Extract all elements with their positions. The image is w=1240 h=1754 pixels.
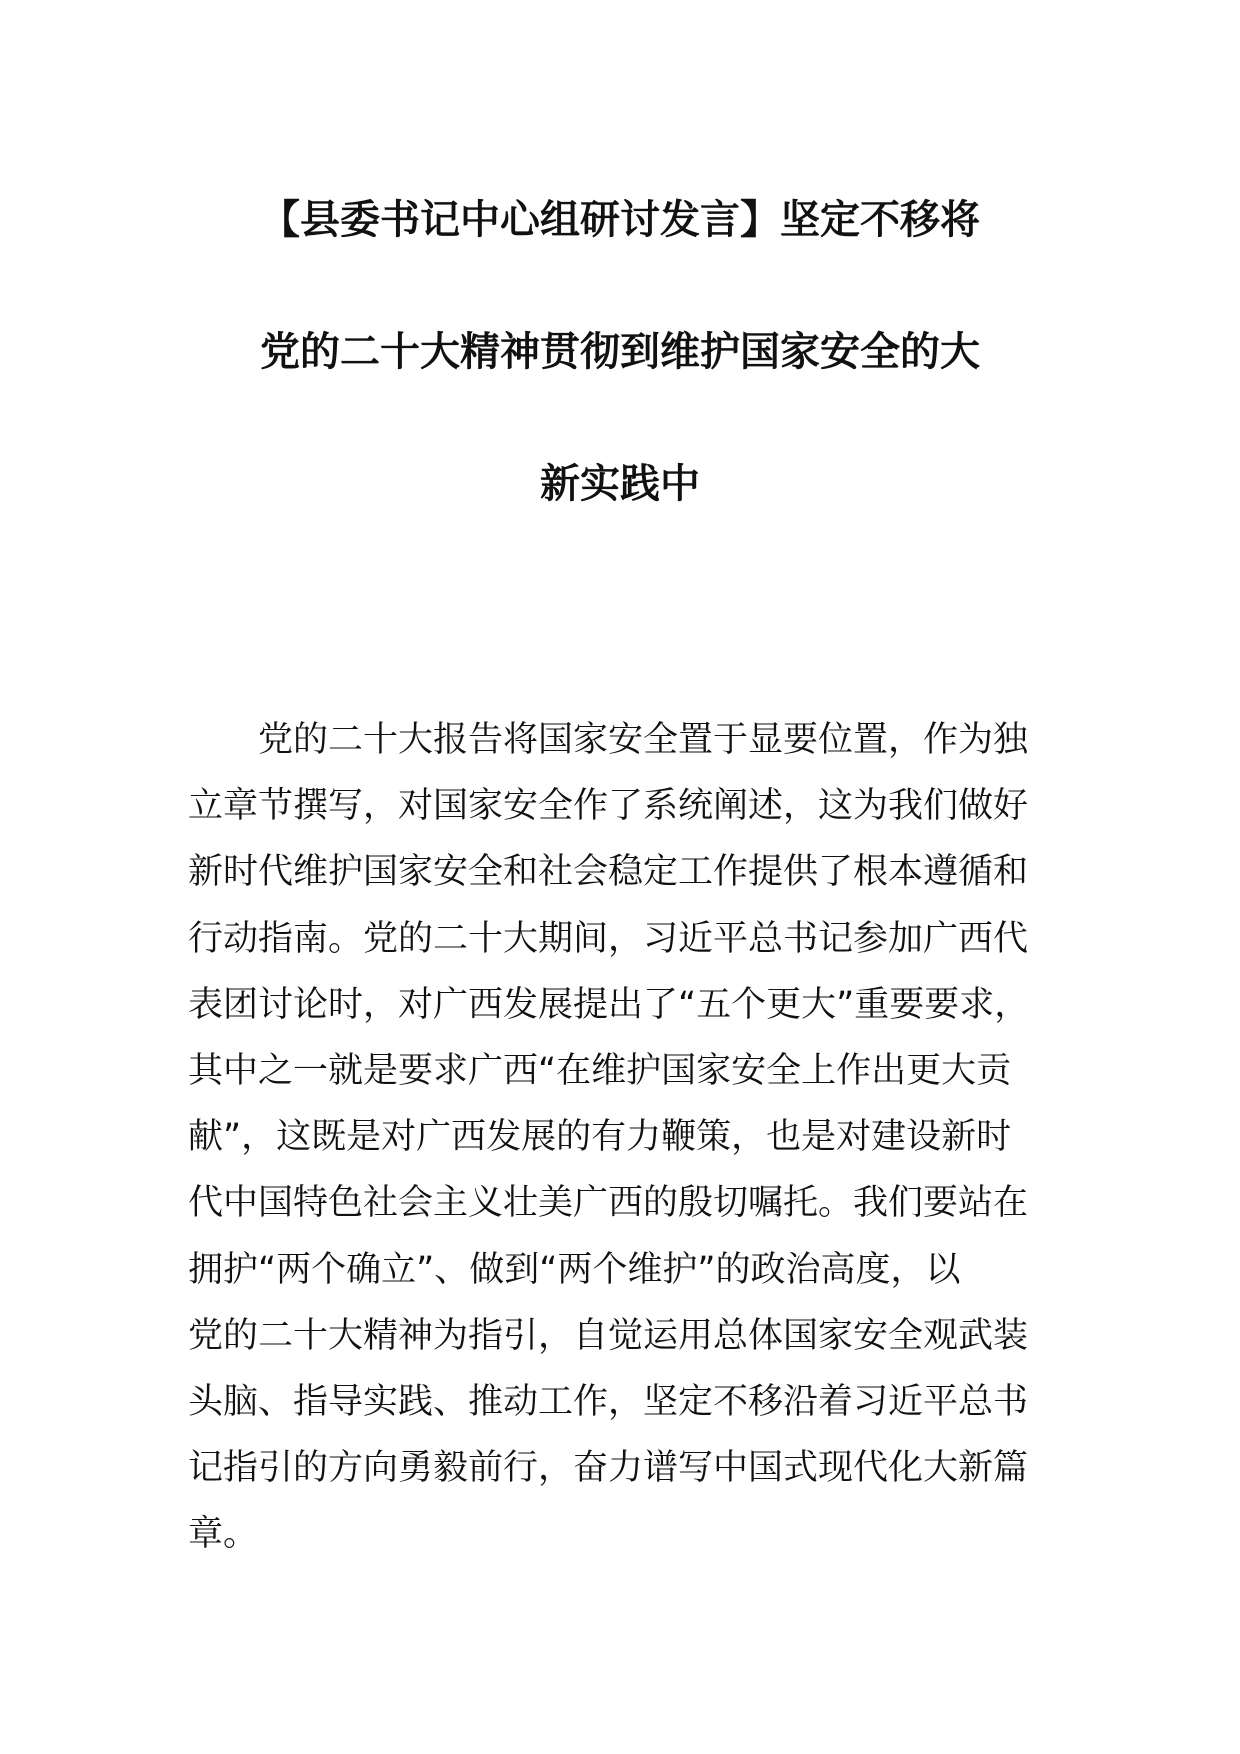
title-line-3: 新实践中 — [540, 461, 700, 507]
paragraph-line: 行动指南。党的二十大期间，习近平总书记参加广西代 — [188, 918, 1029, 959]
body-paragraph — [188, 707, 1068, 1567]
paragraph-line: 党的二十大精神为指引，自觉运用总体国家安全观武装 — [188, 1315, 1029, 1356]
paragraph-line: 代中国特色社会主义壮美广西的殷切嘱托。我们要站在 — [188, 1183, 1029, 1224]
paragraph-line: 立章节撰写，对国家安全作了系统阐述，这为我们做好 — [188, 786, 1029, 827]
title-line-1: 【县委书记中心组研讨发言】坚定不移将 — [260, 197, 980, 243]
paragraph-line: 记指引的方向勇毅前行，奋力谱写中国式现代化大新篇 — [188, 1448, 1029, 1489]
paragraph-line: 章。 — [188, 1514, 259, 1555]
paragraph-line: 党的二十大报告将国家安全置于显要位置，作为独 — [258, 720, 1029, 760]
paragraph-line: 头脑、指导实践、推动工作，坚定不移沿着习近平总书 — [188, 1381, 1029, 1422]
document-title — [180, 197, 1060, 596]
paragraph-line: 拥护“两个确立”、做到“两个维护”的政治高度，以 — [188, 1249, 961, 1290]
paragraph-line: 其中之一就是要求广西“在维护国家安全上作出更大贡 — [188, 1050, 1012, 1091]
title-line-2: 党的二十大精神贯彻到维护国家安全的大 — [260, 329, 980, 375]
paragraph-line: 新时代维护国家安全和社会稳定工作提供了根本遵循和 — [188, 852, 1029, 893]
paragraph-line: 表团讨论时，对广西发展提出了“五个更大”重要要求， — [188, 984, 1030, 1025]
paragraph-line: 献”，这既是对广西发展的有力鞭策，也是对建设新时 — [188, 1117, 1012, 1158]
